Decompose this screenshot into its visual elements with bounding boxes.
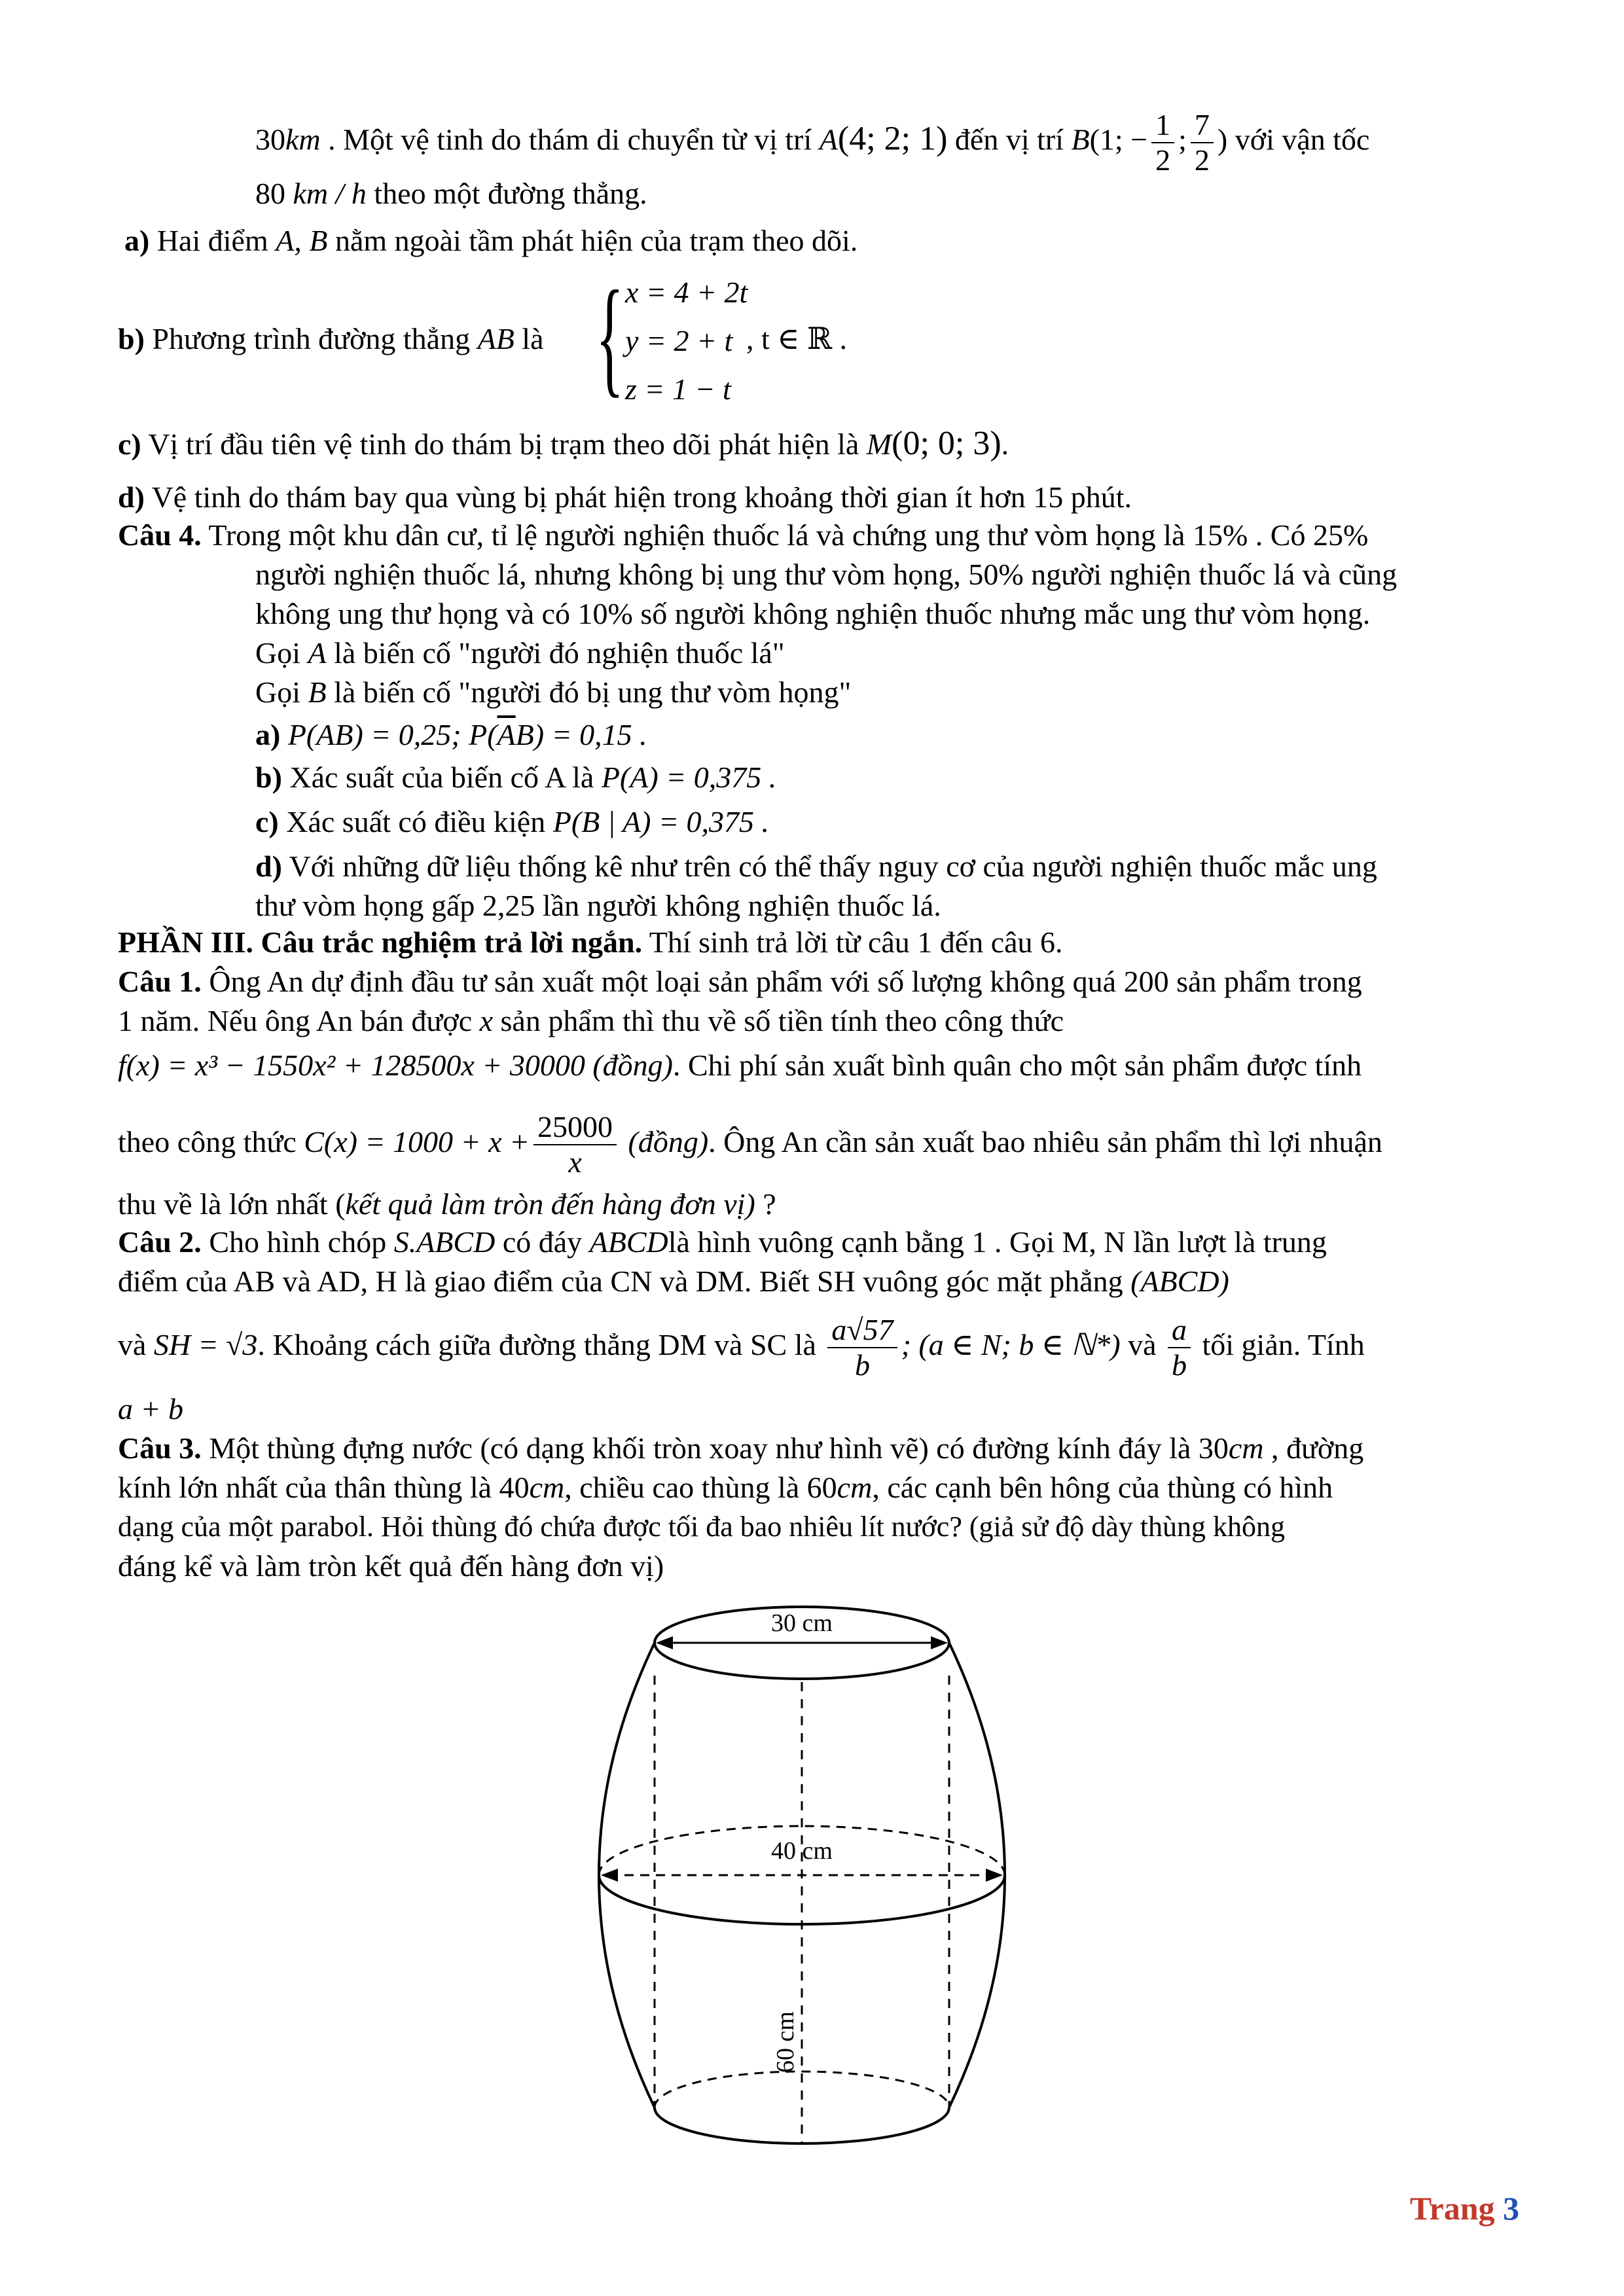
- frac-1-2: $\frac{1}{2}$: [1151, 108, 1174, 177]
- barrel-middle-front-arc: [599, 1875, 1005, 1924]
- q4-item-d-line-1: d) Với những dữ liệu thống kê như trên có thể thấy nguy cơ của người nghiện thuốc mắc ung: [255, 850, 1377, 883]
- c1-line-5: thu về là lớn nhất (kết quả làm tròn đến hàng đơn vị) ?: [118, 1187, 776, 1221]
- q3-item-b: b) Phương trình đường thẳng AB là: [118, 322, 544, 355]
- c3-line-1: Câu 3. Một thùng đựng nước (có dạng khối tròn xoay như hình vẽ) có đường kính đáy là 30cm , đường: [118, 1431, 1364, 1465]
- c2-line-4: a + b: [118, 1392, 184, 1426]
- middle-diameter-arrow-left: [601, 1869, 618, 1882]
- c1-line-1: Câu 1. Ông An dự định đầu tư sản xuất một loại sản phẩm với số lượng không quá 200 sản phẩm trong: [118, 965, 1362, 998]
- c3-line-3: dạng của một parabol. Hỏi thùng đó chứa được tối đa bao nhiêu lít nước? (giả sử độ dày thùng không: [118, 1511, 1285, 1543]
- q4-line-3: không ung thư họng và có 10% số người không nghiện thuốc nhưng mắc ung thư vòm họng.: [255, 597, 1371, 630]
- frac-7-2: $\frac{7}{2}$: [1191, 108, 1214, 177]
- c1-line-2: 1 năm. Nếu ông An bán được x sản phẩm thì thu về số tiền tính theo công thức: [118, 1004, 1064, 1037]
- q4-item-b: b) Xác suất của biến cố A là P(A) = 0,375 .: [255, 761, 777, 794]
- c1-line-4: theo công thức C(x) = 1000 + x + $\frac{25000}{x}$ (đồng). Ông An cần sản xuất bao nhiêu sản phẩm thì lợi nhuận: [118, 1110, 1382, 1179]
- c3-line-2: kính lớn nhất của thân thùng là 40cm, chiều cao thùng là 60cm, các cạnh bên hông của thùng có hình: [118, 1471, 1333, 1504]
- q3-item-d: d) Vệ tinh do thám bay qua vùng bị phát hiện trong khoảng thời gian ít hơn 15 phút.: [118, 480, 1132, 514]
- part3-heading: PHẦN III. Câu trắc nghiệm trả lời ngắn. Thí sinh trả lời từ câu 1 đến câu 6.: [118, 925, 1063, 959]
- c2-line-3: và SH = √3. Khoảng cách giữa đường thẳng DM và SC là $\frac{a√57}{b}$ ; (a ∈ N; b ∈ ℕ*) và $\frac{a}{b}$ tối giản. Tính: [118, 1313, 1365, 1382]
- system-equation-1: x = 4 + 2t: [625, 276, 748, 309]
- top-diameter-arrow-left: [656, 1636, 673, 1649]
- height-label: 60 cm: [772, 2011, 799, 2073]
- system-equation-2: y = 2 + t: [625, 324, 733, 357]
- q3-item-a: a) Hai điểm A, B nằm ngoài tầm phát hiện của trạm theo dõi.: [124, 224, 858, 257]
- q4-item-c: c) Xác suất có điều kiện P(B | A) = 0,375 .: [255, 805, 770, 838]
- q3-intro-line-1: 30km . Một vệ tinh do thám di chuyển từ vị trí A(4; 2; 1) đến vị trí B(1; − $\frac{1}{2}$ ; $\frac{7}{2}$ ) với vận tốc: [255, 108, 1370, 177]
- system-parameter: , t ∈ ℝ .: [746, 322, 848, 355]
- q4-line-1: Câu 4. Trong một khu dân cư, tỉ lệ người nghiện thuốc lá và chứng ung thư vòm họng là 15% . Có 25%: [118, 518, 1369, 552]
- frac-25000-x: $\frac{25000}{x}$: [533, 1110, 617, 1179]
- system-equation-3: z = 1 − t: [625, 372, 731, 406]
- c1-line-3: f(x) = x³ − 1550x² + 128500x + 30000 (đồng). Chi phí sản xuất bình quân cho một sản phẩm được tính: [118, 1049, 1362, 1082]
- middle-diameter-arrow-right: [986, 1869, 1003, 1882]
- system-brace: {: [596, 264, 624, 409]
- q4-line-2: người nghiện thuốc lá, nhưng không bị ung thư vòm họng, 50% người nghiện thuốc lá và cũng: [255, 558, 1398, 591]
- top-diameter-label: 30 cm: [771, 1609, 833, 1637]
- page-number: 3: [1503, 2190, 1519, 2227]
- q4-line-5: Gọi B là biến cố "người đó bị ung thư vòm họng": [255, 675, 852, 709]
- barrel-figure: [589, 1590, 1047, 2179]
- footer-label: Trang: [1409, 2190, 1495, 2227]
- q4-item-a: a) P(AB) = 0,25; $P(\overline{A}B) = 0,15$ .: [255, 718, 647, 751]
- top-diameter-arrow-right: [931, 1636, 948, 1649]
- middle-diameter-label: 40 cm: [771, 1837, 833, 1865]
- c2-line-2: điểm của AB và AD, H là giao điểm của CN và DM. Biết SH vuông góc mặt phẳng (ABCD): [118, 1265, 1229, 1298]
- q4-item-d-line-2: thư vòm họng gấp 2,25 lần người không nghiện thuốc lá.: [255, 889, 941, 922]
- q4-line-4: Gọi A là biến cố "người đó nghiện thuốc lá": [255, 636, 785, 670]
- q3-intro-line-2: 80 km / h theo một đường thẳng.: [255, 177, 647, 210]
- c3-line-4: đáng kể và làm tròn kết quả đến hàng đơn vị): [118, 1549, 664, 1583]
- c2-line-1: Câu 2. Cho hình chóp S.ABCD có đáy ABCDlà hình vuông cạnh bằng 1 . Gọi M, N lần lượt là trung: [118, 1225, 1327, 1259]
- q3-item-c: c) Vị trí đầu tiên vệ tinh do thám bị trạm theo dõi phát hiện là M(0; 0; 3).: [118, 425, 1009, 462]
- frac-a-b: $\frac{a}{b}$: [1168, 1313, 1191, 1382]
- page-footer: [1410, 2189, 1519, 2227]
- frac-distance: $\frac{a√57}{b}$: [827, 1313, 897, 1382]
